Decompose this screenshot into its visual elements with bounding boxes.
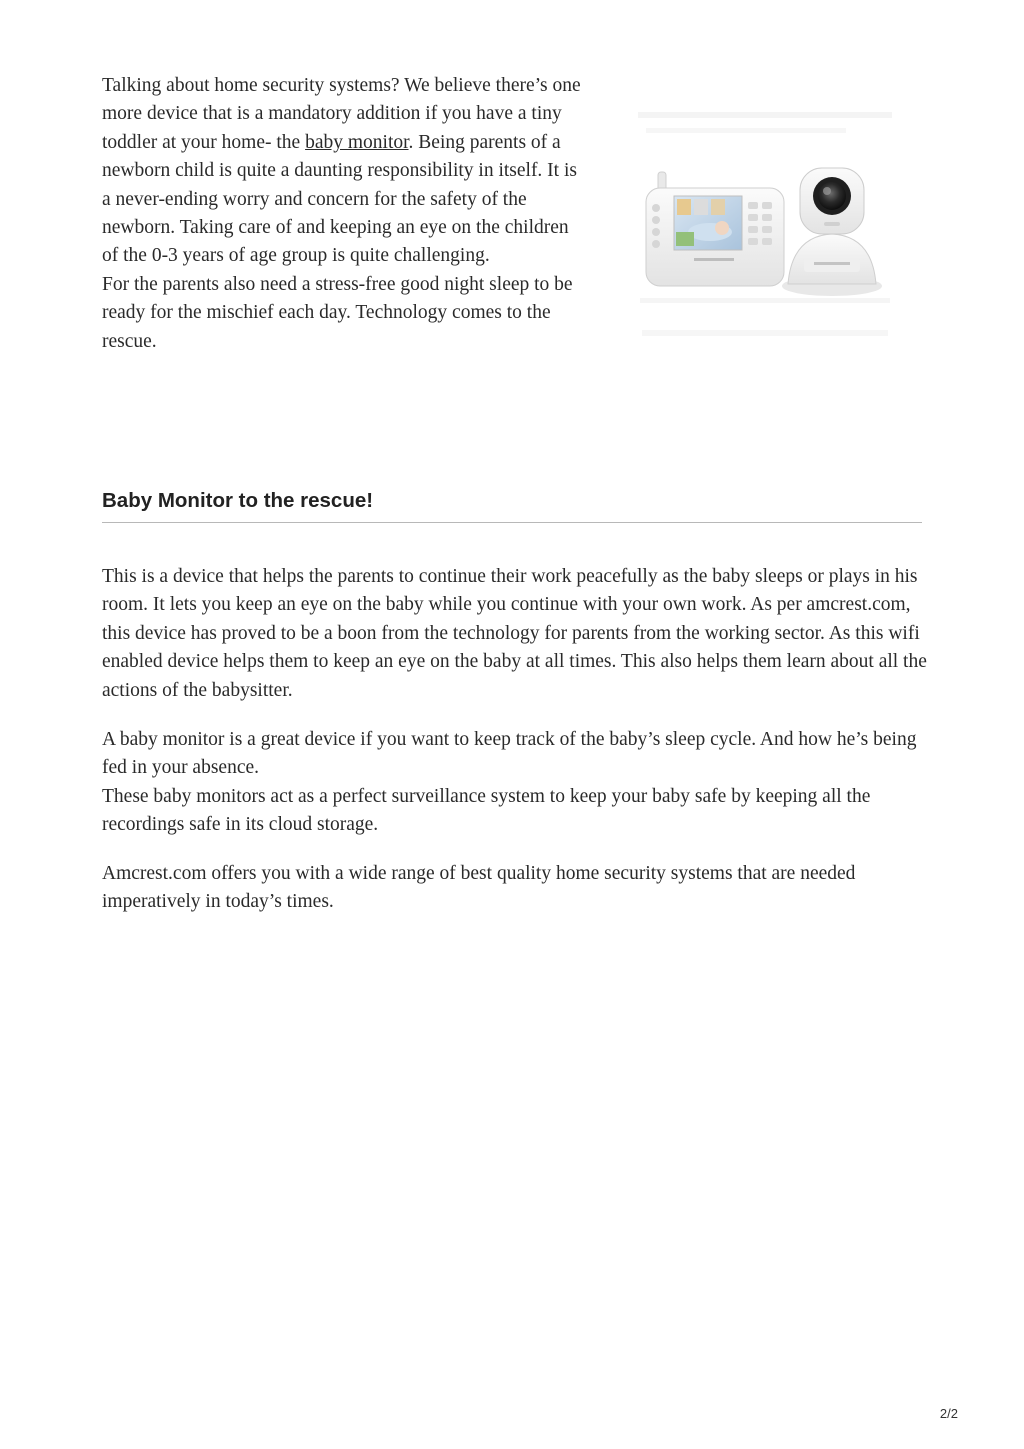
section-heading: Baby Monitor to the rescue!: [102, 489, 374, 512]
heading-divider: [102, 522, 922, 523]
body-paragraph-2-line-b: These baby monitors act as a perfect surveillance system to keep your baby safe by keeping all the recordings safe in its cloud storage.: [102, 785, 871, 836]
baby-monitor-link[interactable]: baby monitor: [305, 131, 409, 153]
body-paragraph-2-line-a: A baby monitor is a great device if you want to keep track of the baby’s sleep cycle. And how he’s being fed in your absence.: [102, 729, 917, 779]
baby-monitor-product-image: [636, 108, 894, 346]
page-number: 2/2: [939, 1406, 958, 1421]
body-paragraph-2: [102, 726, 932, 840]
parent-unit-icon: [646, 172, 784, 286]
body-paragraph-3: Amcrest.com offers you with a wide range of best quality home security systems that are needed imperatively in today’s times.: [102, 863, 856, 913]
baby-monitor-illustration: [636, 108, 894, 346]
baby-camera-icon: [782, 168, 882, 296]
intro-second-paragraph: For the parents also need a stress-free good night sleep to be ready for the mischief each day. Technology comes to the rescue.: [102, 273, 573, 352]
intro-text-before-link: Talking about home security systems? We believe there’s one more device that is a mandatory addition if you have a tiny toddler at your home- the: [102, 75, 581, 153]
body-paragraph-1: This is a device that helps the parents to continue their work peacefully as the baby sleeps or plays in his room. It lets you keep an eye on the baby while you continue with your own work. As per amcrest.com, this device has proved to be a boon from the technology for parents from the working sector. As this wifi enabled device helps them to keep an eye on the baby at all times. This also helps them learn about all the actions of the babysitter.: [102, 566, 927, 701]
intro-paragraph: [102, 72, 582, 271]
intro-text-block: [102, 72, 582, 356]
intro-text-after-link: . Being parents of a newborn child is quite a daunting responsibility in itself. It is a never-ending worry and concern for the safety of the newborn. Taking care of and keeping an eye on the children of the 0-3 years of age group is quite challenging.: [102, 131, 577, 267]
